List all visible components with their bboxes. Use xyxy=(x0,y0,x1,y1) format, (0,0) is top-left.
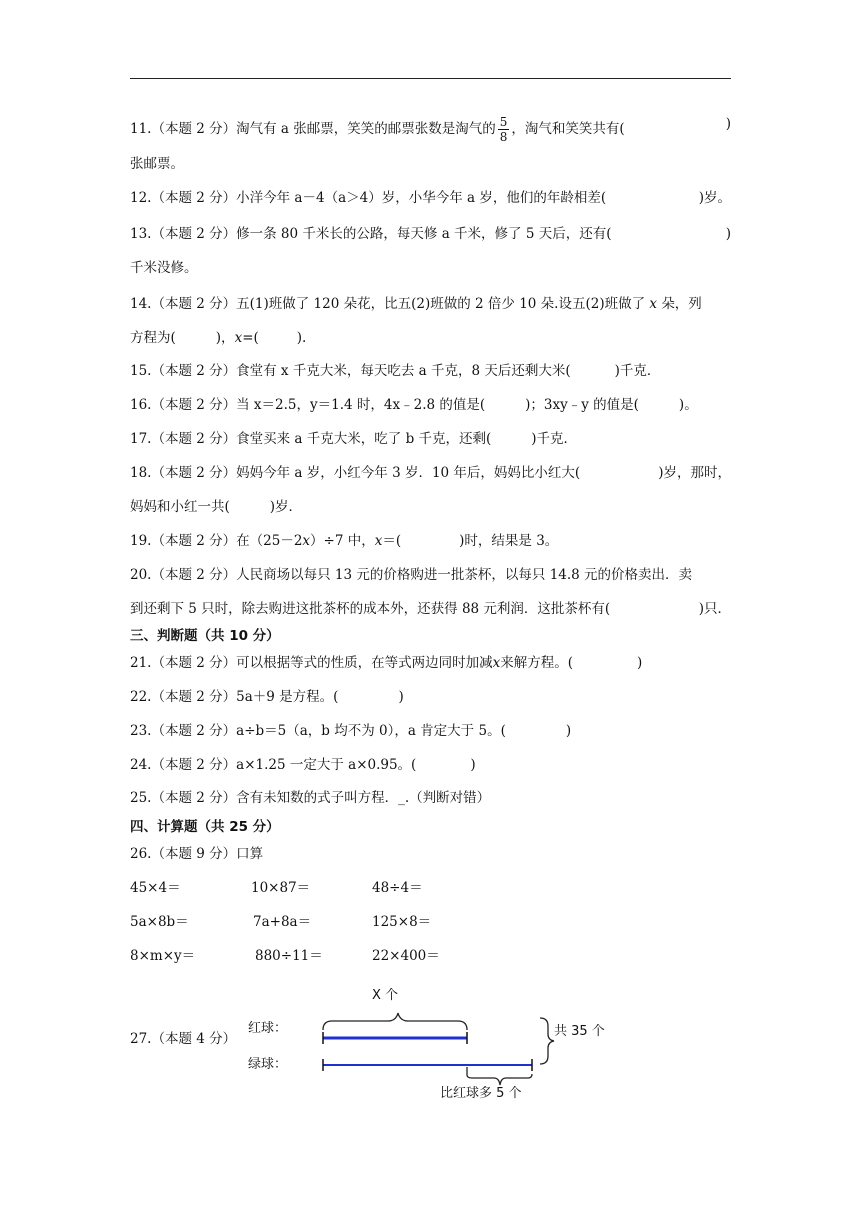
q18-answer-blank-1[interactable]: )岁，那时， xyxy=(658,465,731,481)
q11-answer-blank[interactable]: ) xyxy=(725,116,731,132)
question-15: 15.（本题 2 分）食堂有 x 千克大米，每天吃去 a 千克，8 天后还剩大米( )千克． xyxy=(130,363,661,379)
question-25: 25.（本题 2 分）含有未知数的式子叫方程．_.（判断对错） xyxy=(130,790,491,806)
q11-line2: 张邮票。 xyxy=(130,156,184,172)
question-20: 20.（本题 2 分）人民商场以每只 13 元的价格购进一批茶杯，以每只 14.8 元的价格卖出．卖 xyxy=(130,567,693,583)
question-24: 24.（本题 2 分）a×1.25 一定大于 a×0.95。( ) xyxy=(130,757,476,773)
diagram-total-label: 共 35 个 xyxy=(554,1024,605,1039)
q14-line2: 方程为( )，x=( ). xyxy=(130,330,307,346)
question-16: 16.（本题 2 分）当 x＝2.5，y＝1.4 时，4x﹣2.8 的值是( )；3xy﹣y 的值是( )。 xyxy=(130,397,698,413)
calc-cell: 125×8＝ xyxy=(372,914,432,930)
total-brace xyxy=(540,1018,554,1064)
question-13: 13.（本题 2 分）修一条 80 千米长的公路，每天修 a 千米，修了 5 天后，还有( ) xyxy=(130,226,731,242)
red-brace xyxy=(323,1013,467,1030)
q13-line2: 千米没修。 xyxy=(130,260,198,276)
q20-line2: 到还剩下 5 只时，除去购进这批茶杯的成本外，还获得 88 元利润．这批茶杯有( )只． xyxy=(130,601,731,617)
question-17: 17.（本题 2 分）食堂买来 a 千克大米，吃了 b 千克，还剩( )千克． xyxy=(130,431,578,447)
question-23: 23.（本题 2 分）a÷b＝5（a，b 均不为 0），a 肯定大于 5。( ) xyxy=(130,723,572,739)
question-26: 26.（本题 9 分）口算 xyxy=(130,846,264,862)
question-22: 22.（本题 2 分）5a＋9 是方程。( ) xyxy=(130,689,404,705)
q18-line2: 妈妈和小红一共( )岁． xyxy=(130,499,303,515)
question-14: 14.（本题 2 分）五(1)班做了 120 朵花，比五(2)班做的 2 倍少 10 朵.设五(2)班做了 x 朵，列 xyxy=(130,296,702,312)
q12-answer-blank[interactable]: )岁。 xyxy=(698,190,731,206)
calc-cell: 5a×8b＝ xyxy=(130,914,189,930)
section-3-heading: 三、判断题（共 10 分） xyxy=(130,628,280,644)
calc-cell: 880÷11＝ xyxy=(255,948,323,964)
q11-text: 11.（本题 2 分）淘气有 a 张邮票，笑笑的邮票张数是淘气的 xyxy=(130,121,496,137)
fraction-5-8: $\frac{5}{8}$ xyxy=(499,115,508,144)
question-18: 18.（本题 2 分）妈妈今年 a 岁，小红今年 3 岁．10 年后，妈妈比小红大( )岁，那时， xyxy=(130,465,731,481)
question-21: 21.（本题 2 分）可以根据等式的性质，在等式两边同时加减x来解方程。( ) xyxy=(130,655,643,671)
calc-cell: 45×4＝ xyxy=(130,880,181,896)
question-11: 11.（本题 2 分）淘气有 a 张邮票，笑笑的邮票张数是淘气的 $\frac{5}{8}$ ，淘气和笑笑共有( ) xyxy=(130,115,731,144)
question-19: 19.（本题 2 分）在（25－2x）÷7 中，x＝( )时，结果是 3。 xyxy=(130,533,559,549)
q20-answer-blank[interactable]: )只． xyxy=(698,601,731,617)
question-12: 12.（本题 2 分）小洋今年 a－4（a＞4）岁，小华今年 a 岁，他们的年龄相差( )岁。 xyxy=(130,190,731,206)
diagram-x-label: X 个 xyxy=(372,988,399,1003)
question-27: 27.（本题 4 分） xyxy=(130,1031,237,1047)
diagram-green-label: 绿球： xyxy=(248,1057,288,1072)
calc-cell: 48÷4＝ xyxy=(372,880,423,896)
calc-cell: 8×m×y＝ xyxy=(130,948,196,964)
calc-cell: 22×400＝ xyxy=(372,948,440,964)
section-4-heading: 四、计算题（共 25 分） xyxy=(130,819,280,835)
extra-brace xyxy=(467,1067,532,1085)
calc-cell: 10×87＝ xyxy=(251,880,311,896)
q13-answer-blank[interactable]: ) xyxy=(725,226,731,242)
diagram-red-label: 红球： xyxy=(248,1021,288,1036)
diagram-more-label: 比红球多 5 个 xyxy=(440,1086,522,1101)
calc-cell: 7a+8a＝ xyxy=(253,914,312,930)
